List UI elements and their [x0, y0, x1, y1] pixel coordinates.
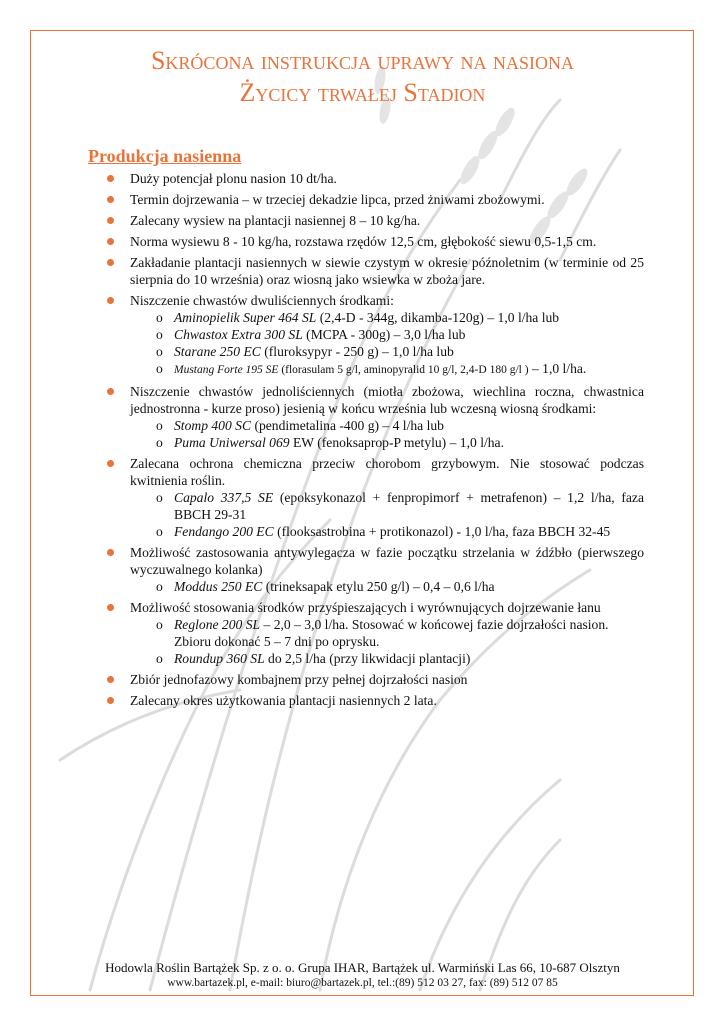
sub-item: o Capalo 337,5 SE (epoksykonazol + fenpropimorf + metrafenon) – 1,2 l/ha, faza BBCH 29-31	[156, 490, 644, 522]
bullet-icon	[107, 549, 114, 556]
footer-address: Hodowla Roślin Bartążek Sp. z o. o. Grupa IHAR, Bartążek ul. Warmiński Las 66, 10-687 Olsztyn	[105, 960, 620, 975]
section-heading: Produkcja nasienna	[88, 146, 242, 166]
list-item: Możliwość zastosowania antywylegacza w fazie początku strzelania w źdźbło (pierwszego wyczuwalnego kolanka) o Moddus 250 EC (trineksapak etylu 250 g/l) – 0,4 – 0,6 l/ha	[104, 544, 644, 595]
list-item: Niszczenie chwastów dwuliściennych środkami: o Aminopielik Super 464 SL (2,4-D - 344g, dikamba-120g) – 1,0 l/ha lub o Chwastox Extra 300 SL (MCPA - 300g) – 3,0 l/ha lub o Starane 250 EC (fluroksypyr - 250 g) – 1,0 l/ha lub o Mustang Forte 195 SE (florasulam 5 g/l, aminopyralid 10 g/l, 2,4-D 180 g/l ) – 1,0 l/ha.	[104, 292, 644, 379]
sub-bullet: o	[156, 344, 163, 359]
footer-contact: www.bartazek.pl, e-mail: biuro@bartazek.pl, tel.:(89) 512 03 27, fax: (89) 512 07 85	[167, 977, 558, 989]
instruction-list	[104, 170, 644, 713]
list-item: Możliwość stosowania środków przyśpieszających i wyrównujących dojrzewanie łanu o Reglone 200 SL – 2,0 – 3,0 l/ha. Stosować w końcowej fazie dojrzałości nasion. Zbioru dokonać 5 – 7 dni po oprysku. o Roundup 360 SL do 2,5 l/ha (przy likwidacji plantacji)	[104, 599, 644, 667]
list-item: Niszczenie chwastów jednoliściennych (miotła zbożowa, wiechlina roczna, chwastnica jednostronna - kurze proso) jesienią w końcu września lub wczesną wiosną środkami: o Stomp 400 SC (pendimetalina -400 g) – 4 l/ha lub o Puma Uniwersal 069 EW (fenoksaprop-P metylu) – 1,0 l/ha.	[104, 383, 644, 451]
list-item: Zbiór jednofazowy kombajnem przy pełnej dojrzałości nasion	[104, 671, 644, 688]
sub-item: o Aminopielik Super 464 SL (2,4-D - 344g, dikamba-120g) – 1,0 l/ha lub	[156, 310, 560, 325]
bullet-icon	[107, 217, 114, 224]
sub-bullet: o	[156, 524, 163, 539]
bullet-icon	[107, 297, 114, 304]
bullet-icon	[107, 604, 114, 611]
sub-item: o Starane 250 EC (fluroksypyr - 250 g) – 1,0 l/ha lub	[156, 344, 454, 359]
sub-bullet: o	[156, 490, 163, 505]
sub-item: o Stomp 400 SC (pendimetalina -400 g) – 4 l/ha lub	[156, 418, 444, 433]
sub-item: o Mustang Forte 195 SE (florasulam 5 g/l, aminopyralid 10 g/l, 2,4-D 180 g/l ) – 1,0 l/ha.	[156, 361, 587, 376]
sub-bullet: o	[156, 327, 163, 342]
sub-bullet: o	[156, 617, 163, 632]
list-item: Zakładanie plantacji nasiennych w siewie czystym w okresie późnoletnim (w terminie od 25 sierpnia do 10 września) oraz wiosną jako wsiewka w zboża jare.	[104, 254, 644, 288]
bullet-icon	[107, 175, 114, 182]
sub-item: o Moddus 250 EC (trineksapak etylu 250 g/l) – 0,4 – 0,6 l/ha	[156, 579, 495, 594]
sub-item: o Fendango 200 EC (flooksastrobina + protikonazol) - 1,0 l/ha, faza BBCH 32-45	[156, 524, 611, 539]
sub-bullet: o	[156, 435, 163, 450]
sub-bullet: o	[156, 310, 163, 325]
bullet-icon	[107, 697, 114, 704]
bullet-icon	[107, 238, 114, 245]
document-title-line-1: Skrócona instrukcja uprawy na nasiona	[150, 46, 575, 75]
document-title-line-2: Życicy trwałej Stadion	[239, 78, 486, 107]
sub-item: o Puma Uniwersal 069 EW (fenoksaprop-P metylu) – 1,0 l/ha.	[156, 435, 504, 450]
bullet-icon	[107, 259, 114, 266]
sub-item: o Chwastox Extra 300 SL (MCPA - 300g) – 3,0 l/ha lub	[156, 327, 466, 342]
bullet-icon	[107, 460, 114, 467]
sub-bullet: o	[156, 579, 163, 594]
list-item: Norma wysiewu 8 - 10 kg/ha, rozstawa rzędów 12,5 cm, głębokość siewu 0,5-1,5 cm.	[104, 233, 644, 250]
sub-item: o Reglone 200 SL – 2,0 – 3,0 l/ha. Stosować w końcowej fazie dojrzałości nasion. Zbioru dokonać 5 – 7 dni po oprysku.	[156, 617, 609, 649]
list-item: Zalecany wysiew na plantacji nasiennej 8 – 10 kg/ha.	[104, 212, 644, 229]
sub-bullet: o	[156, 651, 163, 666]
list-item: Zalecana ochrona chemiczna przeciw chorobom grzybowym. Nie stosować podczas kwitnienia roślin. o Capalo 337,5 SE (epoksykonazol + fenpropimorf + metrafenon) – 1,2 l/ha, faza BBCH 29-31 o Fendango 200 EC (flooksastrobina + protikonazol) - 1,0 l/ha, faza BBCH 32-45	[104, 455, 644, 540]
sub-bullet: o	[156, 361, 163, 376]
sub-item: o Roundup 360 SL do 2,5 l/ha (przy likwidacji plantacji)	[156, 651, 471, 666]
sub-bullet: o	[156, 418, 163, 433]
list-item: Termin dojrzewania – w trzeciej dekadzie lipca, przed żniwami zbożowymi.	[104, 191, 644, 208]
bullet-icon	[107, 388, 114, 395]
list-item: Zalecany okres użytkowania plantacji nasiennych 2 lata.	[104, 692, 644, 709]
bullet-icon	[107, 676, 114, 683]
list-item: Duży potencjał plonu nasion 10 dt/ha.	[104, 170, 644, 187]
bullet-icon	[107, 196, 114, 203]
